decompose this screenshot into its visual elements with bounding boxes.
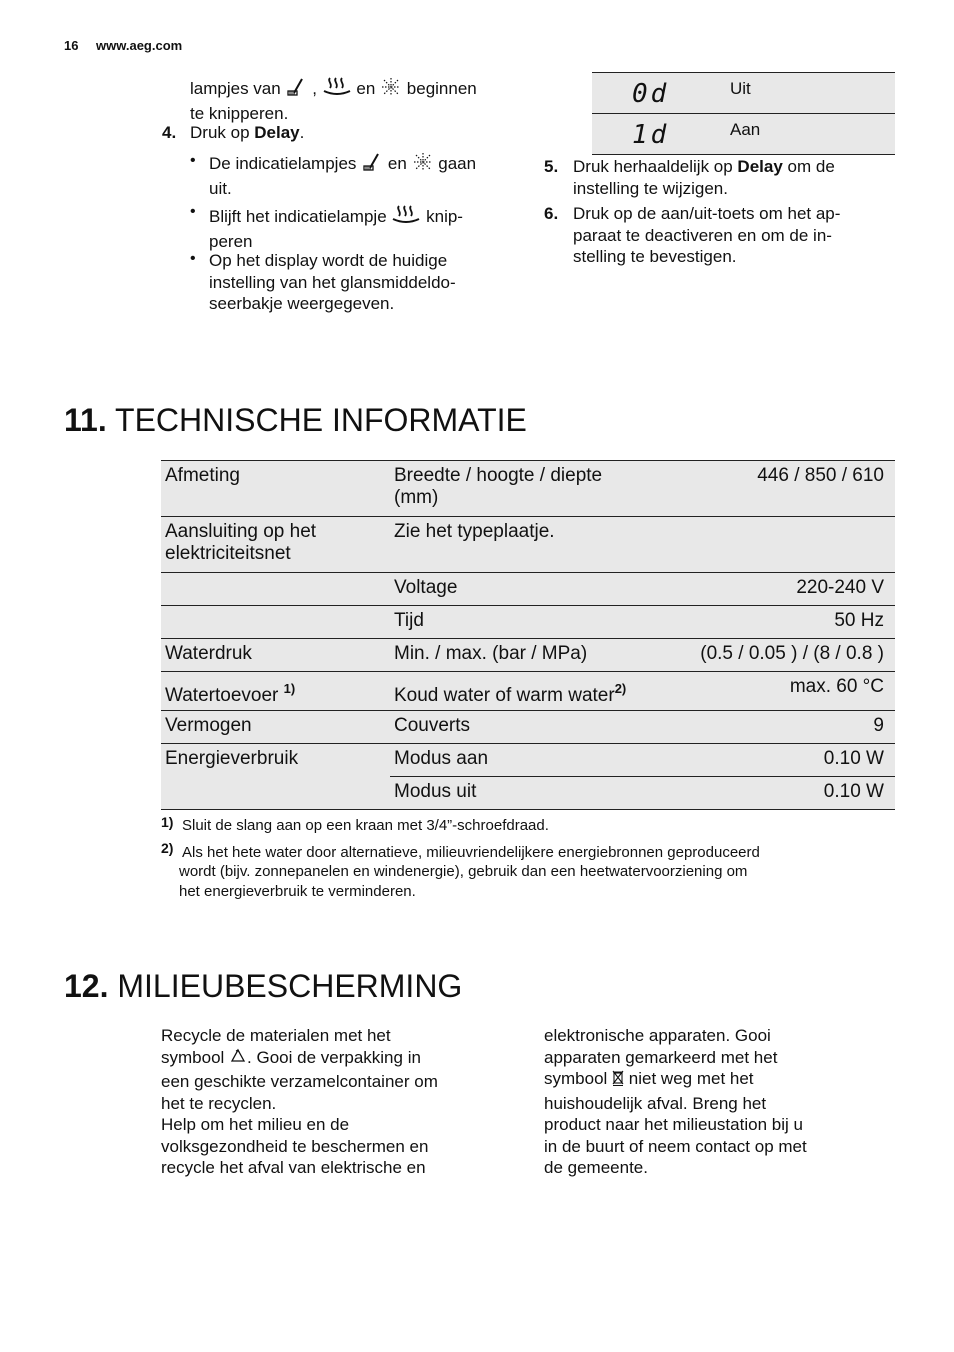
footnote-text: Als het hete water door alternatieve, milieuvriendelijkere energiebronnen geproduceerd [182, 844, 760, 861]
bullet-1-line-2: uit. [209, 178, 232, 198]
heat-dry-icon [322, 75, 352, 103]
bullet-2: • [190, 203, 196, 220]
env-line: het te recyclen. [161, 1093, 277, 1113]
recycle-icon [229, 1048, 247, 1072]
bullet-3: • [190, 250, 196, 267]
section-11-heading [64, 402, 527, 439]
env-line: product naar het milieustation bij u [544, 1115, 803, 1134]
intro-line-1 [190, 75, 520, 103]
table-cell: 0.10 W [823, 781, 884, 802]
table-cell: 0.10 W [823, 748, 884, 769]
step-5-post: om de [782, 157, 835, 176]
table-cell [165, 521, 385, 565]
table-cell: 9 [873, 715, 884, 736]
display-label: Uit [730, 79, 751, 98]
bullet-1-text [209, 152, 519, 199]
step-5-pre: Druk herhaaldelijk op [573, 157, 738, 176]
display-code: 0d [632, 79, 670, 109]
section-12-heading [64, 968, 462, 1005]
env-line: huishoudelijk afval. Breng het [544, 1093, 767, 1113]
page-number: 16 [64, 38, 79, 53]
section-12-title: MILIEUBESCHERMING [117, 968, 463, 1004]
table-cell: Energieverbruik [165, 748, 299, 769]
step-4-text [190, 122, 304, 144]
section-12-number: 12. [64, 968, 109, 1004]
step-5-text [573, 156, 895, 199]
table-cell: Waterdruk [165, 643, 252, 664]
table-cell-line: Breedte / hoogte / diepte [394, 465, 603, 486]
footnote-mark: 2) [161, 840, 174, 856]
step-5-number: 5. [544, 157, 559, 176]
table-cell: 220-240 V [796, 577, 884, 598]
delay-label: Delay [737, 157, 783, 176]
step-6-number: 6. [544, 204, 559, 223]
step-5-line-2: instelling te wijzigen. [573, 178, 728, 198]
env-line: recycle het afval van elektrische en [161, 1158, 426, 1177]
display-code: 1d [632, 120, 670, 150]
bullet-3-line-2: instelling van het glansmiddeldo- [209, 272, 456, 292]
env-text: symbool [161, 1047, 225, 1067]
table-cell: Zie het typeplaatje. [394, 521, 555, 542]
table-row [161, 743, 895, 809]
env-text: . Gooi de verpakking in [247, 1047, 421, 1067]
bullet-2-line-2: peren [209, 231, 253, 251]
footnote-mark: 1) [161, 814, 174, 830]
env-line: de gemeente. [544, 1158, 648, 1177]
table-cell [165, 678, 385, 707]
env-line [544, 1068, 894, 1093]
env-line: Recycle de materialen met het [161, 1026, 391, 1045]
env-line: Help om het milieu en de [161, 1115, 350, 1134]
env-text-right [544, 1025, 894, 1179]
table-cell-line: elektriciteitsnet [165, 543, 291, 564]
table-cell: Vermogen [165, 715, 252, 736]
step-6-text [573, 203, 895, 268]
display-row [592, 113, 895, 154]
section-11-number: 11. [64, 402, 107, 438]
step-6-line-2: paraat te deactiveren en om de in- [573, 225, 832, 245]
bullet-3-text [209, 250, 519, 315]
table-cell: Tijd [394, 610, 424, 631]
step-6-line-1: Druk op de aan/uit-toets om het ap- [573, 204, 841, 223]
table-cell-text: Watertoevoer [165, 685, 284, 706]
display-row [592, 73, 895, 113]
table-row [161, 638, 895, 671]
env-line: apparaten gemarkeerd met het [544, 1047, 778, 1067]
env-line [161, 1047, 511, 1072]
bullet-1-pre: De indicatielampjes [209, 154, 357, 173]
table-row [161, 671, 895, 710]
table-cell: Couverts [394, 715, 471, 736]
intro-line-2: te knipperen. [190, 103, 289, 123]
rinse-aid-icon [285, 77, 307, 103]
table-cell [394, 465, 664, 509]
footnote-text: Sluit de slang aan op een kraan met 3/4”-schroefdraad. [182, 817, 549, 834]
env-line: in de buurt of neem contact op met [544, 1136, 807, 1156]
step-4-pre: Druk op [190, 123, 255, 142]
env-text-left [161, 1025, 511, 1179]
bullet-1-en: en [387, 154, 407, 173]
display-label: Aan [730, 120, 761, 139]
env-text: niet weg met het [628, 1069, 754, 1088]
table-cell-text: Koud water of warm water [394, 685, 615, 706]
table-row [161, 516, 895, 572]
footnote-text: wordt (bijv. zonnepanelen en windenergie), gebruik dan een heetwatervoorziening om [179, 863, 748, 880]
table-cell: 446 / 850 / 610 [757, 465, 884, 486]
technical-table [161, 460, 895, 810]
bullet-1: • [190, 152, 196, 169]
table-row [161, 605, 895, 638]
footnote-ref: 1) [283, 681, 296, 696]
intro-en: en [356, 79, 376, 98]
table-cell: Afmeting [165, 465, 240, 486]
intro-text-pre: lampjes van [190, 79, 281, 98]
env-text: symbool [544, 1069, 608, 1088]
step-4-number: 4. [162, 123, 177, 142]
section-11-title: TECHNISCHE INFORMATIE [115, 402, 527, 438]
table-cell: max. 60 °C [789, 676, 884, 697]
table-cell-line: (mm) [394, 487, 439, 508]
bullet-1-post: gaan [438, 154, 477, 173]
bullet-2-pre: Blijft het indicatielampje [209, 207, 387, 226]
bullet-2-post: knip- [426, 207, 463, 226]
bullet-2-text [209, 203, 519, 252]
step-6-line-3: stelling te bevestigen. [573, 247, 737, 266]
table-row [161, 710, 895, 743]
table-cell: 50 Hz [834, 610, 884, 631]
rinse-aid-icon [361, 152, 383, 178]
header-url: www.aeg.com [96, 38, 183, 53]
table-cell: Modus aan [394, 748, 489, 769]
intro-lines [190, 75, 520, 124]
crossed-bin-icon [612, 1069, 624, 1093]
intro-text-post: beginnen [406, 79, 477, 98]
footnote-text: het energieverbruik te verminderen. [179, 883, 416, 900]
table-cell: Modus uit [394, 781, 477, 802]
delay-label: Delay [254, 123, 300, 142]
env-line: elektronische apparaten. Gooi [544, 1026, 771, 1045]
sparkle-icon [412, 152, 434, 178]
row-divider [390, 776, 895, 777]
table-row [161, 572, 895, 605]
heat-dry-icon [391, 203, 421, 231]
env-line: volksgezondheid te beschermen en [161, 1136, 429, 1156]
table-cell: Min. / max. (bar / MPa) [394, 643, 588, 664]
env-line: een geschikte verzamelcontainer om [161, 1072, 438, 1091]
step-4-post: . [299, 123, 305, 142]
table-cell: Voltage [394, 577, 458, 598]
table-cell [394, 678, 664, 707]
bullet-3-line-1: Op het display wordt de huidige [209, 251, 448, 270]
table-cell: (0.5 / 0.05 ) / (8 / 0.8 ) [700, 643, 884, 664]
table-row [161, 461, 895, 516]
intro-comma: , [312, 79, 317, 98]
footnote-ref: 2) [614, 681, 627, 696]
display-code-table [592, 72, 895, 155]
table-cell-line: Aansluiting op het [165, 521, 317, 542]
sparkle-icon [380, 77, 402, 103]
bullet-3-line-3: seerbakje weergegeven. [209, 294, 395, 313]
